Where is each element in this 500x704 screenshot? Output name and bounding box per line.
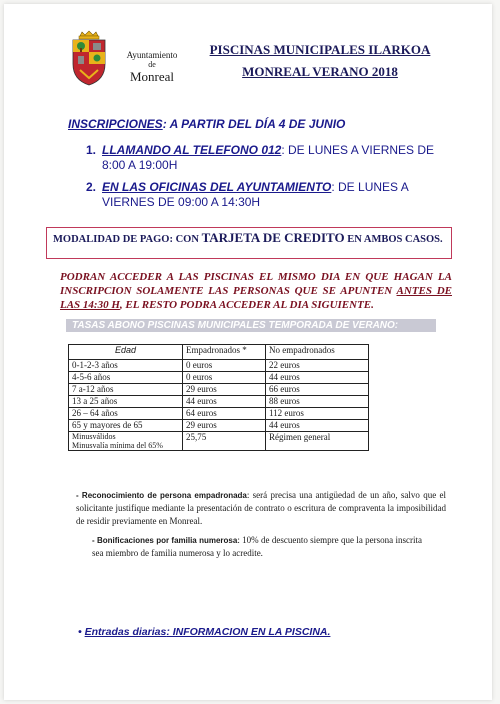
cell-emp: 64 euros [183, 408, 266, 420]
cell-age: 26 – 64 años [69, 408, 183, 420]
registration-method-2 [86, 180, 446, 210]
inscripciones-heading [68, 117, 345, 131]
method-number: 1. [86, 143, 97, 157]
cell-age: 13 a 25 años [69, 396, 183, 408]
table-row [69, 384, 369, 396]
cell-noemp: 66 euros [266, 384, 369, 396]
payment-suffix: EN AMBOS CASOS. [344, 234, 443, 245]
cell-emp: 29 euros [183, 384, 266, 396]
document-title-line-1: PISCINAS MUNICIPALES ILARKOA [209, 42, 431, 57]
access-part-1: PODRAN ACCEDER A LAS PISCINAS EL MISMO DIA EN QUE HAGAN LA INSCRIPCION SOLAMENTE LAS PERSONAS QUE SE APUNTEN [60, 271, 452, 297]
header-empadronados: Empadronados * [183, 345, 266, 360]
access-part-2: , EL RESTO PODRA ACCEDER AL DIA SIGUIENTE. [119, 299, 374, 311]
cell-age: 4-5-6 años [69, 372, 183, 384]
header-no-empadronados: No empadronados [266, 345, 369, 360]
payment-prefix: MODALIDAD DE PAGO: CON [53, 234, 202, 245]
header-edad: Edad [69, 345, 183, 360]
table-header-row [69, 345, 369, 360]
registration-method-1 [86, 143, 446, 173]
method-phone-hours: : DE LUNES A VIERNES DE 8:00 A 19:00H [102, 143, 435, 172]
cell-age: 7 a-12 años [69, 384, 183, 396]
cell-emp: 25,75 [183, 432, 266, 451]
access-deadline: ANTES DE LAS 14:30 H [60, 285, 452, 311]
cell-emp: 0 euros [183, 372, 266, 384]
table-row [69, 420, 369, 432]
logo-line-3: Monreal [129, 69, 175, 84]
method-office-hours: : DE LUNES A VIERNES DE 09:00 A 14:30H [102, 180, 409, 209]
cell-age [69, 432, 183, 451]
cell-emp: 29 euros [183, 420, 266, 432]
table-row [69, 396, 369, 408]
table-row [69, 372, 369, 384]
cell-age: 0-1-2-3 años [69, 360, 183, 372]
access-notice [60, 270, 452, 312]
cell-noemp: 44 euros [266, 372, 369, 384]
cell-age-line-2: Minusvalía mínima del 65% [72, 441, 163, 450]
payment-highlight: TARJETA DE CREDITO [201, 230, 345, 245]
municipality-logo-text [112, 50, 192, 85]
cell-emp: 0 euros [183, 360, 266, 372]
entradas-label: Entradas diarias [84, 626, 167, 638]
table-row [69, 432, 369, 451]
note-label: - Reconocimiento de persona empadronada [76, 491, 247, 500]
inscripciones-label: INSCRIPCIONES [68, 117, 163, 131]
logo-line-1: Ayuntamiento [126, 50, 178, 60]
table-row [69, 408, 369, 420]
fees-table [68, 344, 369, 451]
cell-noemp: 44 euros [266, 420, 369, 432]
method-office: EN LAS OFICINAS DEL AYUNTAMIENTO [102, 180, 332, 194]
cell-age: 65 y mayores de 65 [69, 420, 183, 432]
monreal-coat-of-arms-icon [70, 30, 108, 86]
note-text: : será precisa una antigüedad de un año, salvo que el solicitante justifique mediante la presentación de contrato o escritura de compraventa la imposibilidad de residir previamente en Monreal. [76, 490, 446, 526]
fees-table-title: TASAS ABONO PISCINAS MUNICIPALES TEMPORADA DE VERANO: [66, 319, 436, 332]
method-phone: LLAMANDO AL TELEFONO 012 [102, 143, 282, 157]
cell-emp: 44 euros [183, 396, 266, 408]
logo-line-2: de [148, 60, 156, 69]
familia-numerosa-note [92, 534, 422, 560]
cell-noemp: 88 euros [266, 396, 369, 408]
bullet-icon: • [78, 626, 82, 638]
payment-method-box [46, 227, 452, 259]
inscripciones-date: : A PARTIR DEL DÍA 4 DE JUNIO [162, 117, 346, 131]
cell-age-line-1: Minusválidos [72, 432, 116, 441]
entradas-text: : INFORMACION EN LA PISCINA. [166, 626, 331, 638]
method-number: 2. [86, 180, 97, 194]
note-label: - Bonificaciones por familia numerosa [92, 536, 238, 545]
note-text: : 10% de descuento siempre que la persona inscrita sea miembro de familia numerosa y lo acredite. [92, 535, 423, 558]
cell-noemp: Régimen general [266, 432, 369, 451]
document-title-line-2: MONREAL VERANO 2018 [242, 64, 398, 79]
cell-noemp: 112 euros [266, 408, 369, 420]
daily-entries-info [78, 626, 330, 638]
cell-noemp: 22 euros [266, 360, 369, 372]
table-row [69, 360, 369, 372]
empadronado-note [76, 489, 446, 528]
